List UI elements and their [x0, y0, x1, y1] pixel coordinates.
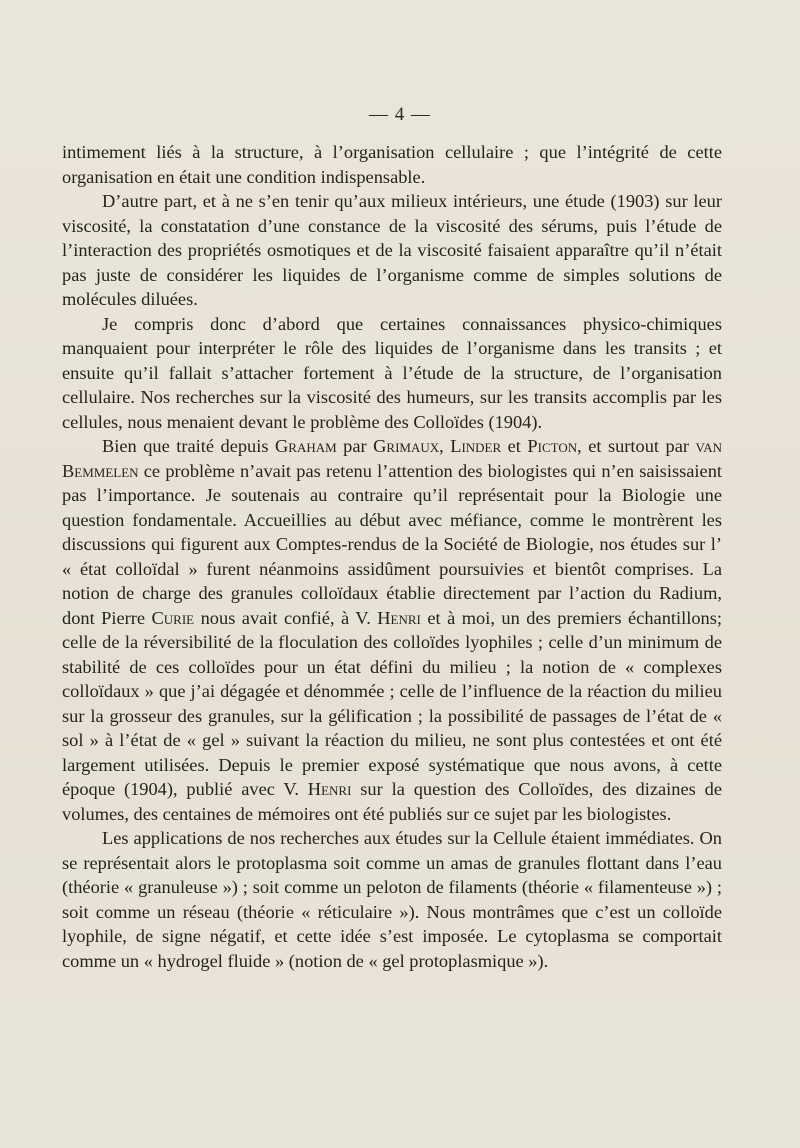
author-name-van-bemmelen: van Bemmelen	[62, 436, 722, 481]
author-name-graham: Graham	[275, 436, 337, 456]
text-run: ce problème n’avait pas retenu l’attention des biologistes qui n’en saisissaient pas l’importance. Je soutenais au contraire qu’il représentait pour la Biologie une question fondamentale. Accueillies au début avec méfiance, comme le montrèrent les discussions qui figurent aux Comptes-rendus de la Société de Biologie, nos études sur l’ « état colloïdal » furent néanmoins assidûment poursuivies et bientôt comprises. La notion de charge des granules colloïdaux établie directement par l’action du Radium, dont Pierre	[62, 460, 722, 628]
page-number: — 4 —	[369, 104, 431, 125]
text-run: nous avait confié, à V.	[194, 607, 378, 628]
text-run: et	[501, 436, 528, 456]
author-name-picton: Picton	[527, 436, 578, 456]
text-run: par	[336, 436, 374, 456]
text-run: sur la question des Colloïdes, des dizaines de volumes, des centaines de mémoires ont été publiés sur ce sujet par les biologistes.	[62, 779, 722, 824]
text-run: et à moi, un des premiers échantillons; celle de la réversibilité de la floculation des colloïdes lyophiles ; celle d’un minimum de stabilité de ces colloïdes pour un état défini du milieu ; la notion de « complexes colloïdaux » que j’ai dégagée et dénommée ; celle de l’influence de la réaction du milieu sur la grosseur des granules, sur la gélification ; la possibilité de passages de l’état de « sol » à l’état de « gel » suivant la réaction du milieu, ne sont plus contestées et ont été largement utilisées. Depuis le premier exposé systématique que nous avons, à cette époque (1904), publié avec V.	[62, 607, 722, 799]
body-text	[62, 140, 722, 973]
text-run: ,	[439, 436, 451, 456]
author-name-curie: Curie	[151, 607, 195, 628]
paragraph-3: Je compris donc d’abord que certaines connaissances physico-chimiques manquaient pour interpréter le rôle des liquides de l’organisme dans les transits ; et ensuite qu’il fallait s’attacher fortement à l’étude de la structure, de l’organisation cellulaire. Nos recherches sur la viscosité des humeurs, sur les transits accomplis par les cellules, nous menaient devant le problème des Colloïdes (1904).	[62, 313, 722, 432]
author-name-linder: Linder	[450, 436, 502, 456]
paragraph-5: Les applications de nos recherches aux études sur la Cellule étaient immédiates. On se représentait alors le protoplasma soit comme un amas de granules flottant dans l’eau (théorie « granuleuse ») ; soit comme un peloton de filaments (théorie « filamenteuse ») ; soit comme un réseau (théorie « réticulaire »). Nous montrâmes que c’est un colloïde lyophile, de signe négatif, et cette idée s’est imposée. Le cytoplasma se comportait comme un « hydrogel fluide » (notion de « gel protoplasmique »).	[62, 828, 722, 971]
paragraph-4	[62, 434, 722, 826]
paragraph-2: D’autre part, et à ne s’en tenir qu’aux milieux intérieurs, une étude (1903) sur leur viscosité, la constatation d’une constance de la viscosité des sérums, puis l’étude de l’interaction des propriétés osmotiques et de la viscosité faisaient apparaître qu’il n’était pas juste de considérer les liquides de l’organisme comme de simples solutions de molécules diluées.	[62, 191, 722, 309]
author-name-grimaux: Grimaux	[373, 436, 440, 456]
author-name-henri: Henri	[377, 607, 421, 628]
paragraph-1: intimement liés à la structure, à l’organisation cellulaire ; que l’intégrité de cette organisation en était une condition indispensable.	[62, 142, 722, 187]
text-run: Bien que traité depuis	[102, 436, 275, 456]
text-run: , et surtout par	[577, 436, 696, 456]
author-name-henri: Henri	[307, 779, 352, 799]
